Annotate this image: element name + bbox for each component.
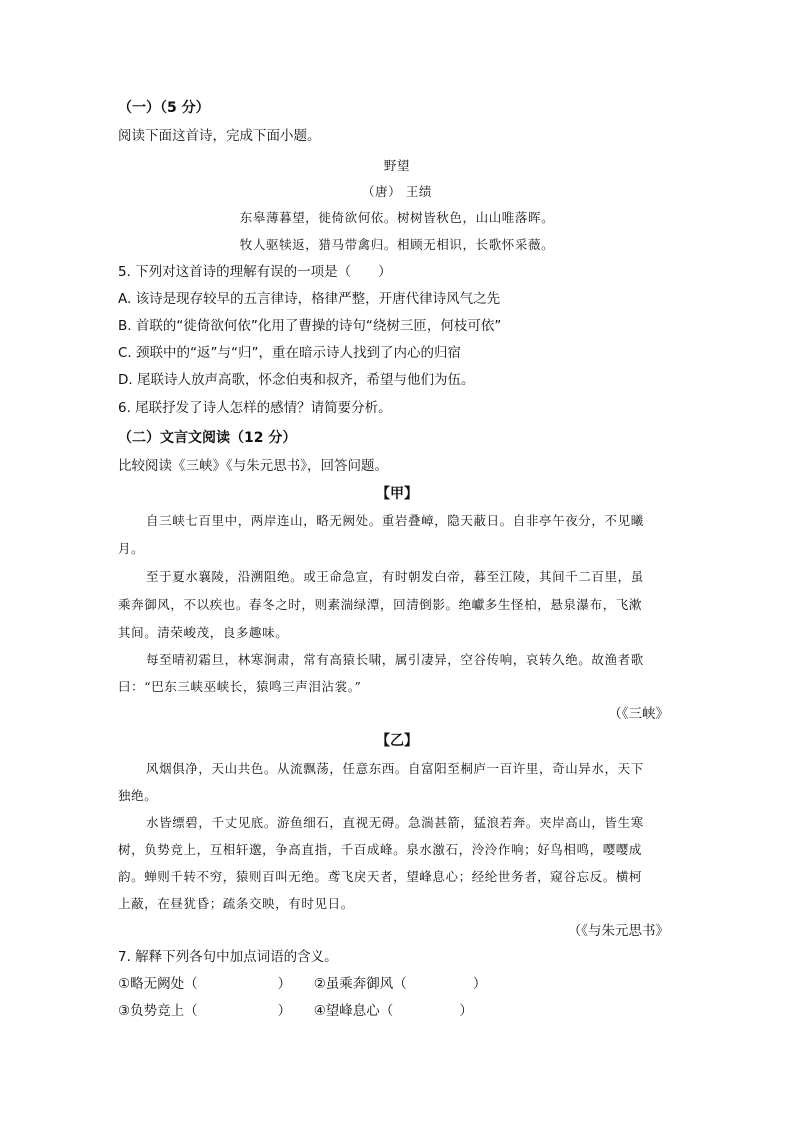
poem-author: （唐） 王绩	[361, 184, 433, 199]
yi-text-line: 水皆缥碧，千丈见底。游鱼细石，直视无碍。急湍甚箭，猛浪若奔。夹岸高山，皆生寒	[146, 815, 644, 830]
yi-text-line: 韵。蝉则千转不穷，猿则百叫无绝。鸢飞戾天者，望峰息心；经纶世务者，窥谷忘反。横柯	[118, 869, 643, 884]
question-5-stem: 5. 下列对这首诗的理解有误的一项是（ ）	[118, 264, 392, 280]
poem-line-2: 牧人驱犊返，猎马带禽归。相顾无相识，长歌怀采薇。	[239, 237, 555, 252]
jia-text-line: 至于夏水襄陵，沿溯阻绝。或王命急宣，有时朝发白帝，暮至江陵，其间千二百里，虽	[146, 569, 644, 584]
poem-title: 野望	[383, 158, 411, 173]
jia-source: （《三峡》	[608, 706, 669, 722]
question-5-option-c: C. 颈联中的“返”与“归”，重在暗示诗人找到了内心的归宿	[118, 345, 461, 361]
question-7-item-4: ④望峰息心（	[313, 1003, 394, 1019]
jia-text-line: 月。	[118, 541, 145, 556]
jia-text-line: 乘奔御风，不以疾也。春冬之时，则素湍绿潭，回清倒影。绝巘多生怪柏，悬泉瀑布，飞漱	[118, 597, 643, 612]
section2-heading: （二）文言文阅读（12 分）	[118, 430, 297, 446]
jia-text-line: 其间。清荣峻茂，良多趣味。	[118, 625, 289, 640]
jia-label: 【甲】	[376, 486, 418, 502]
jia-text-line: 每至晴初霜旦，林寒涧肃，常有高猿长啸，属引凄异，空谷传响，哀转久绝。故渔者歌	[146, 652, 644, 667]
paren-close: ）	[459, 1003, 473, 1019]
yi-text-line: 风烟俱净，天山共色。从流飘荡，任意东西。自富阳至桐庐一百许里，奇山异水，天下	[146, 761, 644, 776]
question-7-item-3: ③负势竞上（	[118, 1003, 198, 1019]
section1-instruction: 阅读下面这首诗，完成下面小题。	[118, 128, 321, 144]
yi-text-line: 独绝。	[118, 788, 158, 803]
question-6: 6. 尾联抒发了诗人怎样的感情？请简要分析。	[118, 400, 392, 416]
question-7-stem: 7. 解释下列各句中加点词语的含义。	[118, 949, 338, 965]
section2-instruction: 比较阅读《三峡》《与朱元思书》，回答问题。	[118, 458, 388, 474]
question-7-row-2	[118, 1001, 473, 1021]
jia-text-line: 自三峡七百里中，两岸连山，略无阙处。重岩叠嶂，隐天蔽日。自非亭午夜分，不见曦	[146, 513, 644, 528]
question-7-row-1	[118, 974, 486, 994]
jia-text-line: 曰：“巴东三峡巫峡长，猿鸣三声泪沾裳。”	[118, 679, 362, 694]
yi-text-line: 上蔽，在昼犹昏；疏条交映，有时见日。	[118, 896, 354, 911]
yi-label: 【乙】	[376, 733, 418, 749]
yi-text-line: 树，负势竞上，互相轩邈，争高直指，千百成峰。泉水激石，泠泠作响；好鸟相鸣，嘤嘤成	[118, 842, 643, 857]
paren-close: ）	[277, 976, 292, 992]
question-7-item-2: ②虽乘奔御风（	[313, 976, 407, 992]
poem-line-1: 东皋薄暮望，徙倚欲何依。树树皆秋色，山山唯落晖。	[239, 210, 555, 225]
question-5-option-a: A. 该诗是现存较早的五言律诗，格律严整，开唐代律诗风气之先	[118, 291, 501, 307]
question-5-option-b: B. 首联的“徙倚欲何依”化用了曹操的诗句“绕树三匝，何枝可依”	[118, 318, 502, 334]
section1-heading: （一）（5 分）	[118, 100, 210, 116]
paren-close: ）	[472, 976, 487, 992]
paren-close: ）	[277, 1003, 292, 1019]
question-7-item-1: ①略无阙处（	[118, 976, 198, 992]
question-5-option-d: D. 尾联诗人放声高歌，怀念伯夷和叔齐，希望与他们为伍。	[118, 372, 475, 388]
yi-source: （《与朱元思书》	[567, 923, 669, 939]
